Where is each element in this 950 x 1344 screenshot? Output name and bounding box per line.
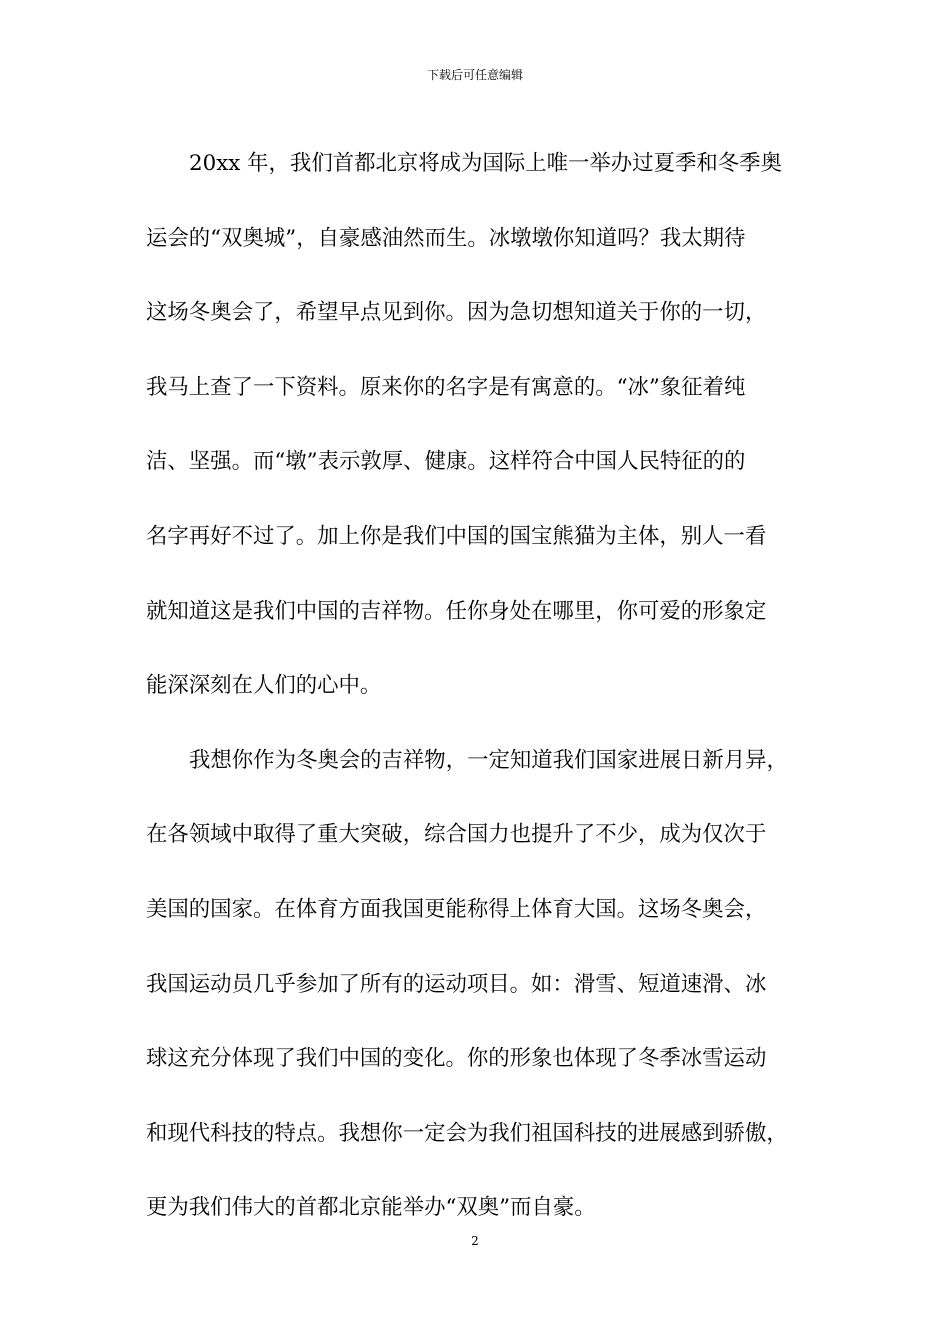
text-line: 更为我们伟大的首都北京能举办“双奥”而自豪。	[146, 1195, 596, 1221]
paragraph-1	[146, 127, 822, 724]
body-text	[146, 127, 822, 1246]
page-number: 2	[471, 1234, 479, 1248]
text-line: 运会的“双奥城”，自豪感油然而生。冰墩墩你知道吗？我太期待	[146, 225, 746, 251]
text-line: 这场冬奥会了，希望早点见到你。因为急切想知道关于你的一切，	[146, 300, 767, 326]
text-line: 就知道这是我们中国的吉祥物。任你身处在哪里，你可爱的形象定	[146, 598, 767, 624]
text-line: 在各领域中取得了重大突破，综合国力也提升了不少，成为仅次于	[146, 822, 767, 848]
text-line: 能深深刻在人们的心中。	[146, 673, 382, 699]
text-line: 我马上查了一下资料。原来你的名字是有寓意的。“冰”象征着纯	[146, 374, 746, 400]
text-line: 洁、坚强。而“墩”表示敦厚、健康。这样符合中国人民特征的的	[146, 449, 746, 475]
text-line: 我国运动员几乎参加了所有的运动项目。如：滑雪、短道速滑、冰	[146, 971, 767, 997]
text-line: 美国的国家。在体育方面我国更能称得上体育大国。这场冬奥会，	[146, 896, 767, 922]
paragraph-2	[146, 724, 822, 1246]
page-header: 下载后可任意编辑	[426, 68, 523, 82]
text-line: 20xx 年，我们首都北京将成为国际上唯一举办过夏季和冬季奥	[189, 151, 782, 176]
text-line: 我想你作为冬奥会的吉祥物，一定知道我们国家进展日新月异，	[189, 747, 788, 773]
text-line: 球这充分体现了我们中国的变化。你的形象也体现了冬季冰雪运动	[146, 1046, 767, 1072]
text-line: 名字再好不过了。加上你是我们中国的国宝熊猫为主体，别人一看	[146, 523, 767, 549]
text-line: 和现代科技的特点。我想你一定会为我们祖国科技的进展感到骄傲，	[146, 1120, 788, 1146]
